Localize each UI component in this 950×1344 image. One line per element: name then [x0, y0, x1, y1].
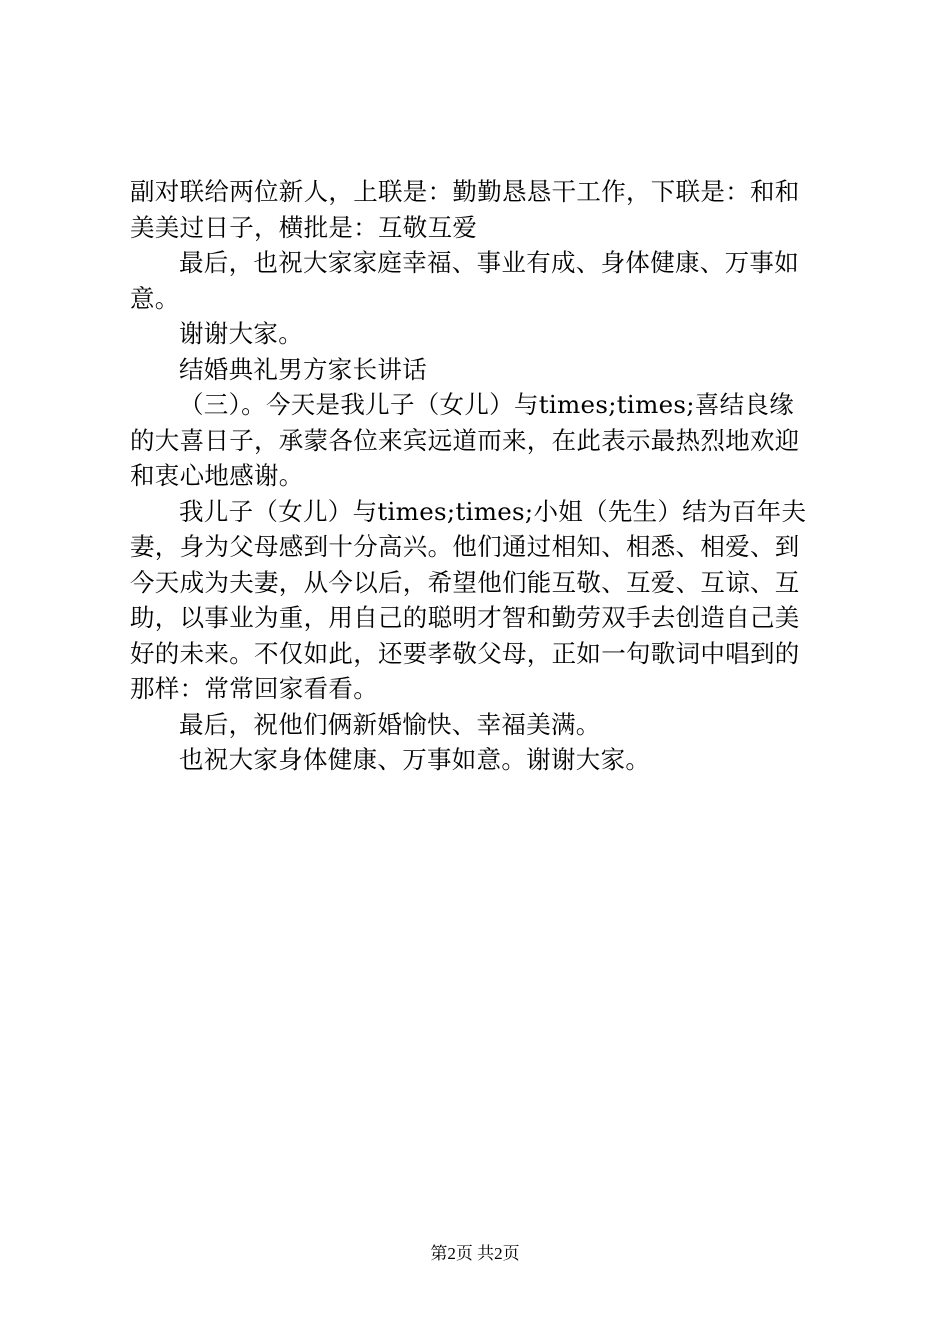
text-line: 好的未来。不仅如此，还要孝敬父母，正如一句歌词中唱到的: [130, 638, 800, 668]
document-body: [130, 174, 830, 778]
text-line: 的大喜日子，承蒙各位来宾远道而来，在此表示最热烈地欢迎: [130, 425, 800, 455]
text-line: 助，以事业为重，用自己的聪明才智和勤劳双手去创造自己美: [130, 603, 800, 632]
section-heading: 结婚典礼男方家长讲话: [179, 354, 427, 384]
text-line: 最后，祝他们俩新婚愉快、幸福美满。: [179, 709, 601, 739]
text-line: 那样：常常回家看看。: [130, 674, 378, 703]
text-line: 副对联给两位新人，上联是：勤勤恳恳干工作，下联是：和和: [130, 177, 800, 206]
text-line: 妻，身为父母感到十分高兴。他们通过相知、相悉、相爱、到: [130, 532, 800, 561]
text-line: 谢谢大家。: [179, 319, 303, 348]
text-line: 最后，也祝大家家庭幸福、事业有成、身体健康、万事如: [179, 248, 799, 277]
text-line: 我儿子（女儿）与times;times;小姐（先生）结为百年夫: [179, 496, 807, 526]
text-line: 也祝大家身体健康、万事如意。谢谢大家。: [179, 745, 651, 774]
text-line: 意。: [130, 283, 180, 313]
text-line: （三）。今天是我儿子（女儿）与times;times;喜结良缘: [179, 390, 795, 419]
page-number-footer: 第2页 共2页: [430, 1244, 520, 1263]
text-line: 美美过日子，横批是：互敬互爱: [130, 212, 478, 242]
text-line: 和衷心地感谢。: [130, 461, 304, 490]
text-line: 今天成为夫妻，从今以后，希望他们能互敬、互爱、互谅、互: [130, 567, 800, 597]
